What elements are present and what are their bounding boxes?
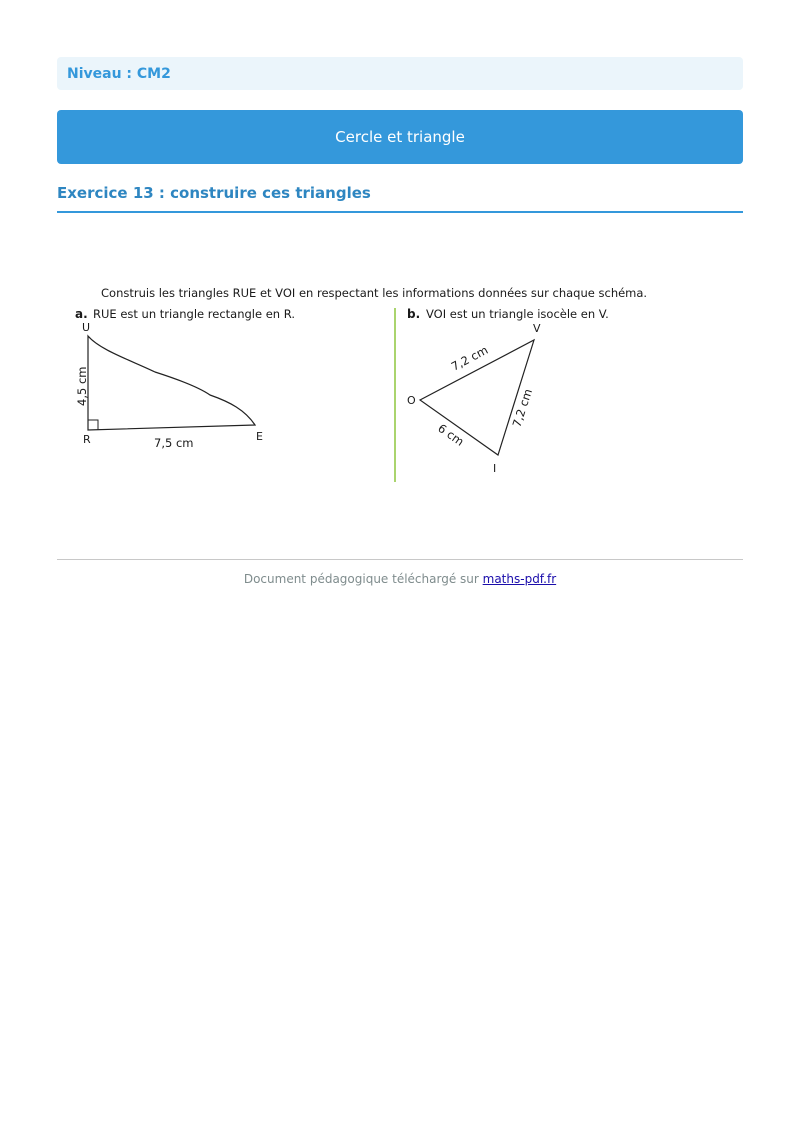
vertex-r-label: R [83,433,91,446]
footer-divider [57,559,743,560]
vertex-u-label: U [82,321,91,334]
triangles-figure [70,280,690,490]
side-ur-label: 4,5 cm [75,366,89,406]
footer-text: Document pédagogique téléchargé sur [243,572,483,586]
vertex-v-label: V [533,322,541,335]
vertex-o-label: O [407,394,416,407]
side-vi-label: 7,2 cm [509,387,536,429]
vertex-i-label: I [493,462,497,475]
side-oi-label: 6 cm [435,420,467,449]
exercise-title: Exercice 13 : construire ces triangles [57,184,743,213]
exercise-figure [70,280,690,490]
part-a-text: RUE est un triangle rectangle en R. [93,307,295,321]
right-angle-mark [88,420,98,430]
triangle-rue [88,336,255,430]
vertex-e-label: E [256,430,263,443]
instruction-text: Construis les triangles RUE et VOI en respectant les informations données sur chaque schéma. [101,286,648,300]
footer-link[interactable]: maths-pdf.fr [482,572,557,586]
side-re-label: 7,5 cm [154,436,194,450]
part-b-letter: b. [407,307,421,321]
page-title: Cercle et triangle [335,128,465,146]
part-b-text: VOI est un triangle isocèle en V. [426,307,609,321]
level-banner [57,57,743,90]
level-label: Niveau : CM2 [67,65,171,82]
part-a-letter: a. [75,307,88,321]
footer [57,572,743,586]
page-title-bar [57,110,743,164]
side-ov-label: 7,2 cm [448,342,491,374]
